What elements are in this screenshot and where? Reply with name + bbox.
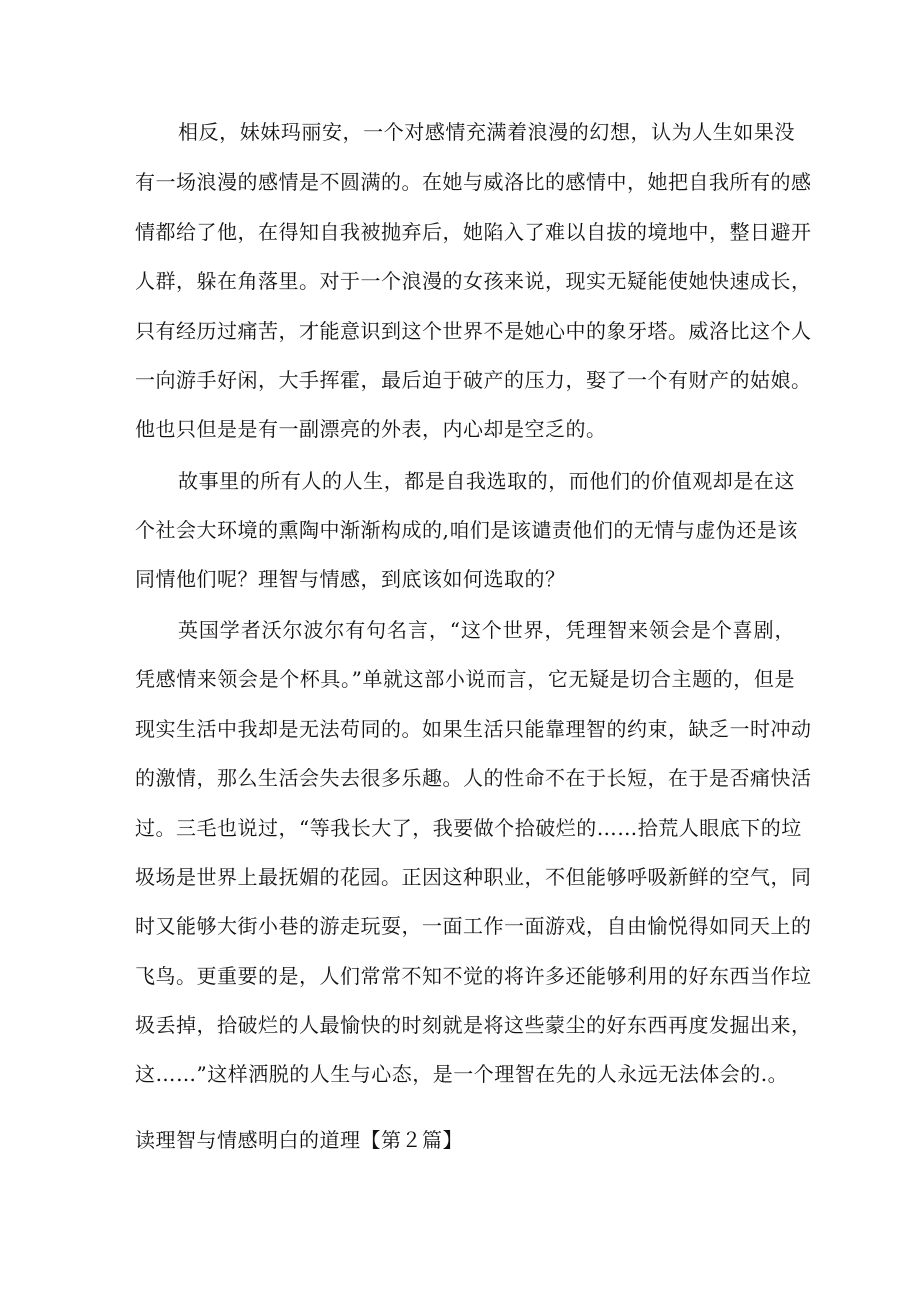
paragraph-line: 飞鸟。更重要的是，人们常常不知不觉的将许多还能够利用的好东西当作垃 — [135, 964, 812, 988]
paragraph-line: 英国学者沃尔波尔有句名言，“这个世界，凭理智来领会是个喜剧， — [178, 618, 795, 642]
paragraph-line: 这……”这样洒脱的人生与心态，是一个理智在先的人永远无法体会的.。 — [135, 1062, 789, 1086]
paragraph-line: 有一场浪漫的感情是不圆满的。在她与威洛比的感情中，她把自我所有的感 — [135, 170, 812, 194]
section-heading: 读理智与情感明白的道理【第２篇】 — [135, 1128, 463, 1152]
paragraph-line: 圾丢掉，拾破烂的人最愉快的时刻就是将这些蒙尘的好东西再度发掘出来， — [135, 1013, 812, 1037]
paragraph-line: 同情他们呢？理智与情感，到底该如何选取的？ — [135, 567, 566, 591]
paragraph-line: 故事里的所有人的人生，都是自我选取的，而他们的价值观却是在这 — [178, 469, 795, 493]
paragraph-line: 时又能够大街小巷的游走玩耍，一面工作一面游戏，自由愉悦得如同天上的 — [135, 914, 812, 938]
paragraph-line: 人群，躲在角落里。对于一个浪漫的女孩来说，现实无疑能使她快速成长， — [135, 269, 812, 293]
paragraph-line: 情都给了他，在得知自我被抛弃后，她陷入了难以自拔的境地中，整日避开 — [135, 220, 812, 244]
paragraph-line: 现实生活中我却是无法苟同的。如果生活只能靠理智的约束，缺乏一时冲动 — [135, 717, 812, 741]
paragraph-line: 相反，妹妹玛丽安，一个对感情充满着浪漫的幻想，认为人生如果没 — [178, 120, 795, 144]
paragraph-line: 圾场是世界上最抚媚的花园。正因这种职业，不但能够呼吸新鲜的空气，同 — [135, 865, 812, 889]
paragraph-line: 的激情，那么生活会失去很多乐趣。人的性命不在于长短，在于是否痛快活 — [135, 766, 812, 790]
paragraph-line: 过。三毛也说过，“等我长大了，我要做个拾破烂的……拾荒人眼底下的垃 — [135, 816, 802, 840]
paragraph-line: 个社会大环境的熏陶中渐渐构成的,咱们是该谴责他们的无情与虚伪还是该 — [135, 518, 798, 542]
paragraph-line: 只有经历过痛苦，才能意识到这个世界不是她心中的象牙塔。威洛比这个人 — [135, 319, 812, 343]
paragraph-line: 一向游手好闲，大手挥霍，最后迫于破产的压力，娶了一个有财产的姑娘。 — [135, 368, 812, 392]
paragraph-line: 他也只但是是有一副漂亮的外表，内心却是空乏的。 — [135, 417, 607, 441]
paragraph-line: 凭感情来领会是个杯具。”单就这部小说而言，它无疑是切合主题的，但是 — [135, 667, 795, 691]
